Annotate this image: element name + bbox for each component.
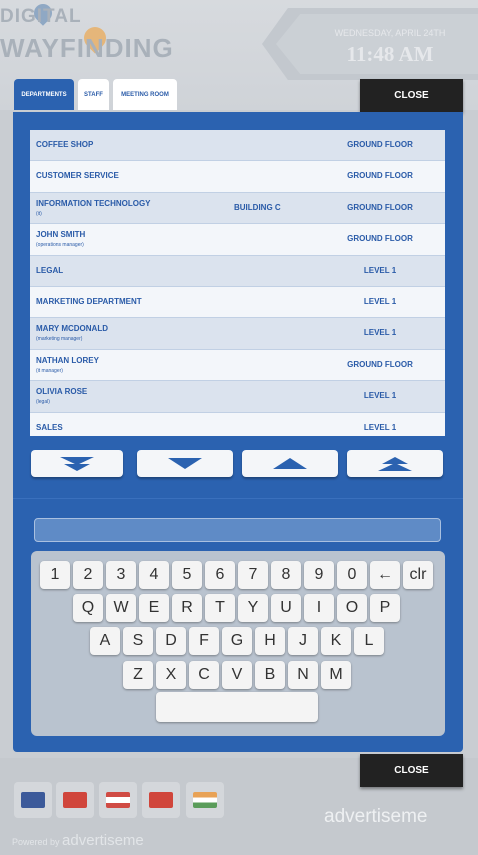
directory-floor: LEVEL 1 xyxy=(363,265,397,275)
key-9[interactable]: 9 xyxy=(304,561,334,589)
directory-floor: GROUND FLOOR xyxy=(347,140,413,149)
directory-floor: GROUND FLOOR xyxy=(347,171,413,181)
double-chevron-up-icon xyxy=(378,457,412,471)
current-time: 11:48 AM xyxy=(346,42,434,66)
search-input[interactable] xyxy=(34,518,441,542)
directory-name: LEGAL xyxy=(36,265,64,275)
directory-row[interactable] xyxy=(30,224,445,255)
key-c[interactable]: C xyxy=(189,661,219,689)
key-j[interactable]: J xyxy=(288,627,318,655)
directory-floor: LEVEL 1 xyxy=(363,296,397,306)
space-key[interactable] xyxy=(156,692,318,722)
directory-row[interactable] xyxy=(30,193,445,224)
directory-row[interactable] xyxy=(30,130,445,161)
directory-row[interactable] xyxy=(30,161,445,192)
key-t[interactable]: T xyxy=(205,594,235,622)
key-o[interactable]: O xyxy=(337,594,367,622)
key-r[interactable]: R xyxy=(172,594,202,622)
directory-row[interactable] xyxy=(30,256,445,287)
double-chevron-down-icon xyxy=(60,457,94,471)
logo-text-bottom: WAYFINDING xyxy=(0,33,174,63)
tab-staff[interactable]: STAFF xyxy=(78,79,109,110)
brand-logo: advertiseme xyxy=(324,806,428,827)
directory-subtitle: (marketing manager) xyxy=(36,336,83,343)
key-b[interactable]: B xyxy=(255,661,285,689)
close-button-top[interactable]: CLOSE xyxy=(360,79,463,112)
directory-row[interactable] xyxy=(30,318,445,349)
chevron-up-icon xyxy=(273,458,307,470)
directory-floor: GROUND FLOOR xyxy=(347,359,413,369)
key-3[interactable]: 3 xyxy=(106,561,136,589)
key-7[interactable]: 7 xyxy=(238,561,268,589)
key-f[interactable]: F xyxy=(189,627,219,655)
key-i[interactable]: I xyxy=(304,594,334,622)
key-w[interactable]: W xyxy=(106,594,136,622)
key-6[interactable]: 6 xyxy=(205,561,235,589)
key-n[interactable]: N xyxy=(288,661,318,689)
lebanese-flag-icon[interactable] xyxy=(99,782,137,818)
key-z[interactable]: Z xyxy=(123,661,153,689)
key-2[interactable]: 2 xyxy=(73,561,103,589)
key-backspace[interactable]: ← xyxy=(370,561,400,589)
panel-divider xyxy=(13,498,463,499)
directory-row[interactable] xyxy=(30,413,445,436)
directory-row[interactable] xyxy=(30,287,445,318)
key-x[interactable]: X xyxy=(156,661,186,689)
close-button-bottom[interactable]: CLOSE xyxy=(360,754,463,787)
directory-subtitle: (legal) xyxy=(36,399,50,406)
directory-name: JOHN SMITH xyxy=(36,230,86,240)
directory-subtitle: (it) xyxy=(36,210,42,217)
tab-meeting-room[interactable]: MEETING ROOM xyxy=(113,79,177,110)
directory-floor: LEVEL 1 xyxy=(363,422,397,432)
key-8[interactable]: 8 xyxy=(271,561,301,589)
vietnamese-flag-icon[interactable] xyxy=(56,782,94,818)
directory-floor: LEVEL 1 xyxy=(363,328,397,338)
hindi-flag-icon[interactable] xyxy=(186,782,224,818)
page-down-button[interactable] xyxy=(31,450,123,477)
key-y[interactable]: Y xyxy=(238,594,268,622)
directory-list[interactable] xyxy=(30,130,445,436)
key-s[interactable]: S xyxy=(123,627,153,655)
directory-floor: LEVEL 1 xyxy=(363,391,397,401)
english-flag-icon[interactable] xyxy=(14,782,52,818)
key-k[interactable]: K xyxy=(321,627,351,655)
key-a[interactable]: A xyxy=(90,627,120,655)
chevron-down-icon xyxy=(168,458,202,470)
directory-name: MARKETING DEPARTMENT xyxy=(36,296,142,306)
directory-subtitle: (operations manager) xyxy=(36,242,84,249)
powered-by: Powered by advertiseme xyxy=(12,832,144,849)
chinese-flag-icon[interactable] xyxy=(142,782,180,818)
directory-floor: GROUND FLOOR xyxy=(347,202,413,212)
tab-departments[interactable]: DEPARTMENTS xyxy=(14,79,74,110)
key-l[interactable]: L xyxy=(354,627,384,655)
directory-name: CUSTOMER SERVICE xyxy=(36,171,119,181)
key-e[interactable]: E xyxy=(139,594,169,622)
key-d[interactable]: D xyxy=(156,627,186,655)
directory-row[interactable] xyxy=(30,350,445,381)
key-1[interactable]: 1 xyxy=(40,561,70,589)
key-q[interactable]: Q xyxy=(73,594,103,622)
directory-name: OLIVIA ROSE xyxy=(36,387,88,397)
scroll-down-button[interactable] xyxy=(137,450,233,477)
directory-subtitle: (it manager) xyxy=(36,367,63,374)
directory-row[interactable] xyxy=(30,381,445,412)
key-clr[interactable]: clr xyxy=(403,561,433,589)
directory-name: NATHAN LOREY xyxy=(36,355,99,365)
key-g[interactable]: G xyxy=(222,627,252,655)
scroll-up-button[interactable] xyxy=(242,450,338,477)
key-h[interactable]: H xyxy=(255,627,285,655)
key-5[interactable]: 5 xyxy=(172,561,202,589)
logo-text-top: DIGITAL xyxy=(0,6,82,27)
key-v[interactable]: V xyxy=(222,661,252,689)
directory-name: INFORMATION TECHNOLOGY xyxy=(36,198,151,208)
key-u[interactable]: U xyxy=(271,594,301,622)
directory-name: MARY MCDONALD xyxy=(36,324,108,334)
key-p[interactable]: P xyxy=(370,594,400,622)
directory-name: COFFEE SHOP xyxy=(36,140,94,149)
directory-floor: GROUND FLOOR xyxy=(347,234,413,244)
directory-name: SALES xyxy=(36,422,63,432)
key-0[interactable]: 0 xyxy=(337,561,367,589)
directory-building: BUILDING C xyxy=(234,202,281,212)
page-up-button[interactable] xyxy=(347,450,443,477)
key-4[interactable]: 4 xyxy=(139,561,169,589)
current-date: WEDNESDAY, APRIL 24TH xyxy=(334,28,446,38)
key-m[interactable]: M xyxy=(321,661,351,689)
